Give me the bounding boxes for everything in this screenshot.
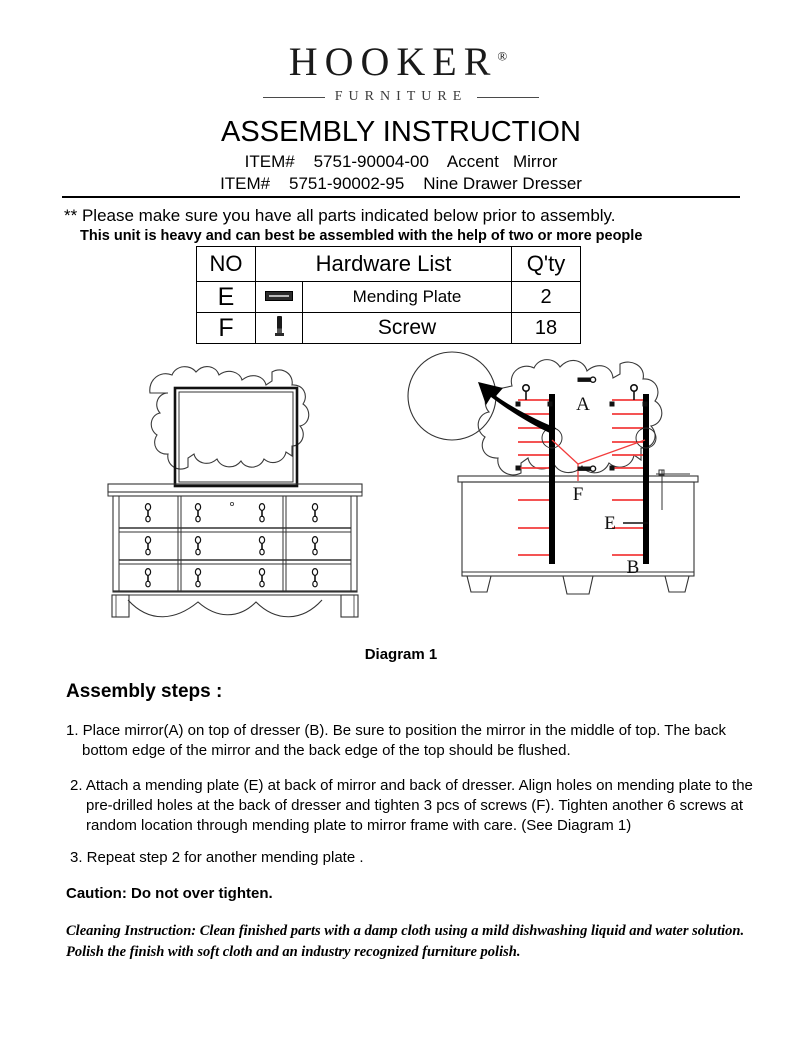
header-hardware-list: Hardware List xyxy=(256,247,512,282)
dresser-apron xyxy=(128,600,322,617)
brand-name-text: HOOKER xyxy=(288,39,498,84)
mending-plate-left xyxy=(549,394,555,564)
row-letter-e: E xyxy=(197,282,256,313)
diagram-caption: Diagram 1 xyxy=(364,646,438,663)
detail-callout-arrow xyxy=(478,382,556,434)
screw-icon xyxy=(256,313,303,344)
mirror-back-outline xyxy=(478,360,662,475)
mending-plate-slots xyxy=(450,358,455,440)
cleaning-instruction: Cleaning Instruction: Clean finished parts with a damp cloth using a mild dishwashing liquid and water solution. Polish the finish with soft cloth and an industry recognized furniture polish. xyxy=(66,923,745,960)
brand-name xyxy=(288,39,514,84)
diagram-illustration xyxy=(0,348,802,644)
row-name-screw: Screw xyxy=(303,313,512,344)
mending-plate-glyph xyxy=(265,291,293,301)
row-qty-mending-plate: 2 xyxy=(512,282,581,313)
row-qty-screw: 18 xyxy=(512,313,581,344)
screw-lines-dresser-right xyxy=(612,500,646,555)
assembly-step-3: 3. Repeat step 2 for another mending plate . xyxy=(70,849,364,866)
item-number-dresser: ITEM# 5751-90002-95 Nine Drawer Dresser xyxy=(220,173,582,193)
dresser-top-lip xyxy=(108,492,362,496)
brand-rule-left xyxy=(263,97,325,98)
weight-warning-notice: This unit is heavy and can best be assembled with the help of two or more people xyxy=(80,228,643,244)
dresser-foot-right xyxy=(341,595,358,617)
header-qty: Q'ty xyxy=(512,247,581,282)
screw-lines-dresser-left xyxy=(518,500,552,555)
screw-lines-mirror-left xyxy=(518,400,552,468)
assembly-steps-heading: Assembly steps : xyxy=(66,681,223,702)
drawer-pulls xyxy=(145,504,317,587)
page-title: ASSEMBLY INSTRUCTION xyxy=(221,116,581,148)
table-row xyxy=(197,282,581,313)
brand-header xyxy=(0,0,802,105)
mirror-glass-inner xyxy=(179,392,293,482)
item-number-block xyxy=(0,151,802,195)
row-name-mending-plate: Mending Plate xyxy=(303,282,512,313)
assembly-step-1: 1. Place mirror(A) on top of dresser (B). Be sure to position the mirror in the middle of top. The back bottom edge of the mirror and the back edge of the top should be flushed. xyxy=(66,722,727,759)
label-plate-e: E xyxy=(604,513,616,534)
label-dresser-b: B xyxy=(626,557,640,578)
label-screw-f: F xyxy=(572,484,584,505)
header-divider xyxy=(62,196,740,198)
header-no: NO xyxy=(197,247,256,282)
brand-subtitle-row xyxy=(0,89,802,105)
screw-glyph xyxy=(277,316,282,336)
diagram-svg xyxy=(0,348,802,644)
mirror-glass-outer xyxy=(175,388,297,486)
hardware-list-table xyxy=(196,246,581,344)
table-header-row xyxy=(197,247,581,282)
assembly-step-2: 2. Attach a mending plate (E) at back of mirror and back of dresser. Align holes on mending plate to the pre-drilled holes at the back of dresser and tighten 3 pcs of screws (F). Tighten another 6 screws at random location through mending plate to mirror frame with care. (See Diagram 1) xyxy=(70,777,753,834)
item-number-mirror: ITEM# 5751-90004-00 Accent Mirror xyxy=(244,152,558,171)
screw-leader-lines xyxy=(552,440,645,481)
mending-plate-right xyxy=(643,394,649,564)
left-illustration xyxy=(108,367,362,617)
label-mirror-a: A xyxy=(576,394,590,415)
right-assembly-diagram xyxy=(458,360,698,594)
table-row xyxy=(197,313,581,344)
caution-note: Caution: Do not over tighten. xyxy=(66,885,273,902)
brand-subtitle: FURNITURE xyxy=(334,89,468,104)
mending-plate-icon xyxy=(256,282,303,313)
dresser-foot-left xyxy=(112,595,129,617)
registered-trademark-icon: ® xyxy=(497,48,508,64)
row-letter-f: F xyxy=(197,313,256,344)
detail-magnifier xyxy=(408,350,496,442)
mirror-frame-outline xyxy=(150,367,309,469)
brand-rule-right xyxy=(477,97,539,98)
parts-check-notice: ** Please make sure you have all parts indicated below prior to assembly. xyxy=(64,206,616,225)
